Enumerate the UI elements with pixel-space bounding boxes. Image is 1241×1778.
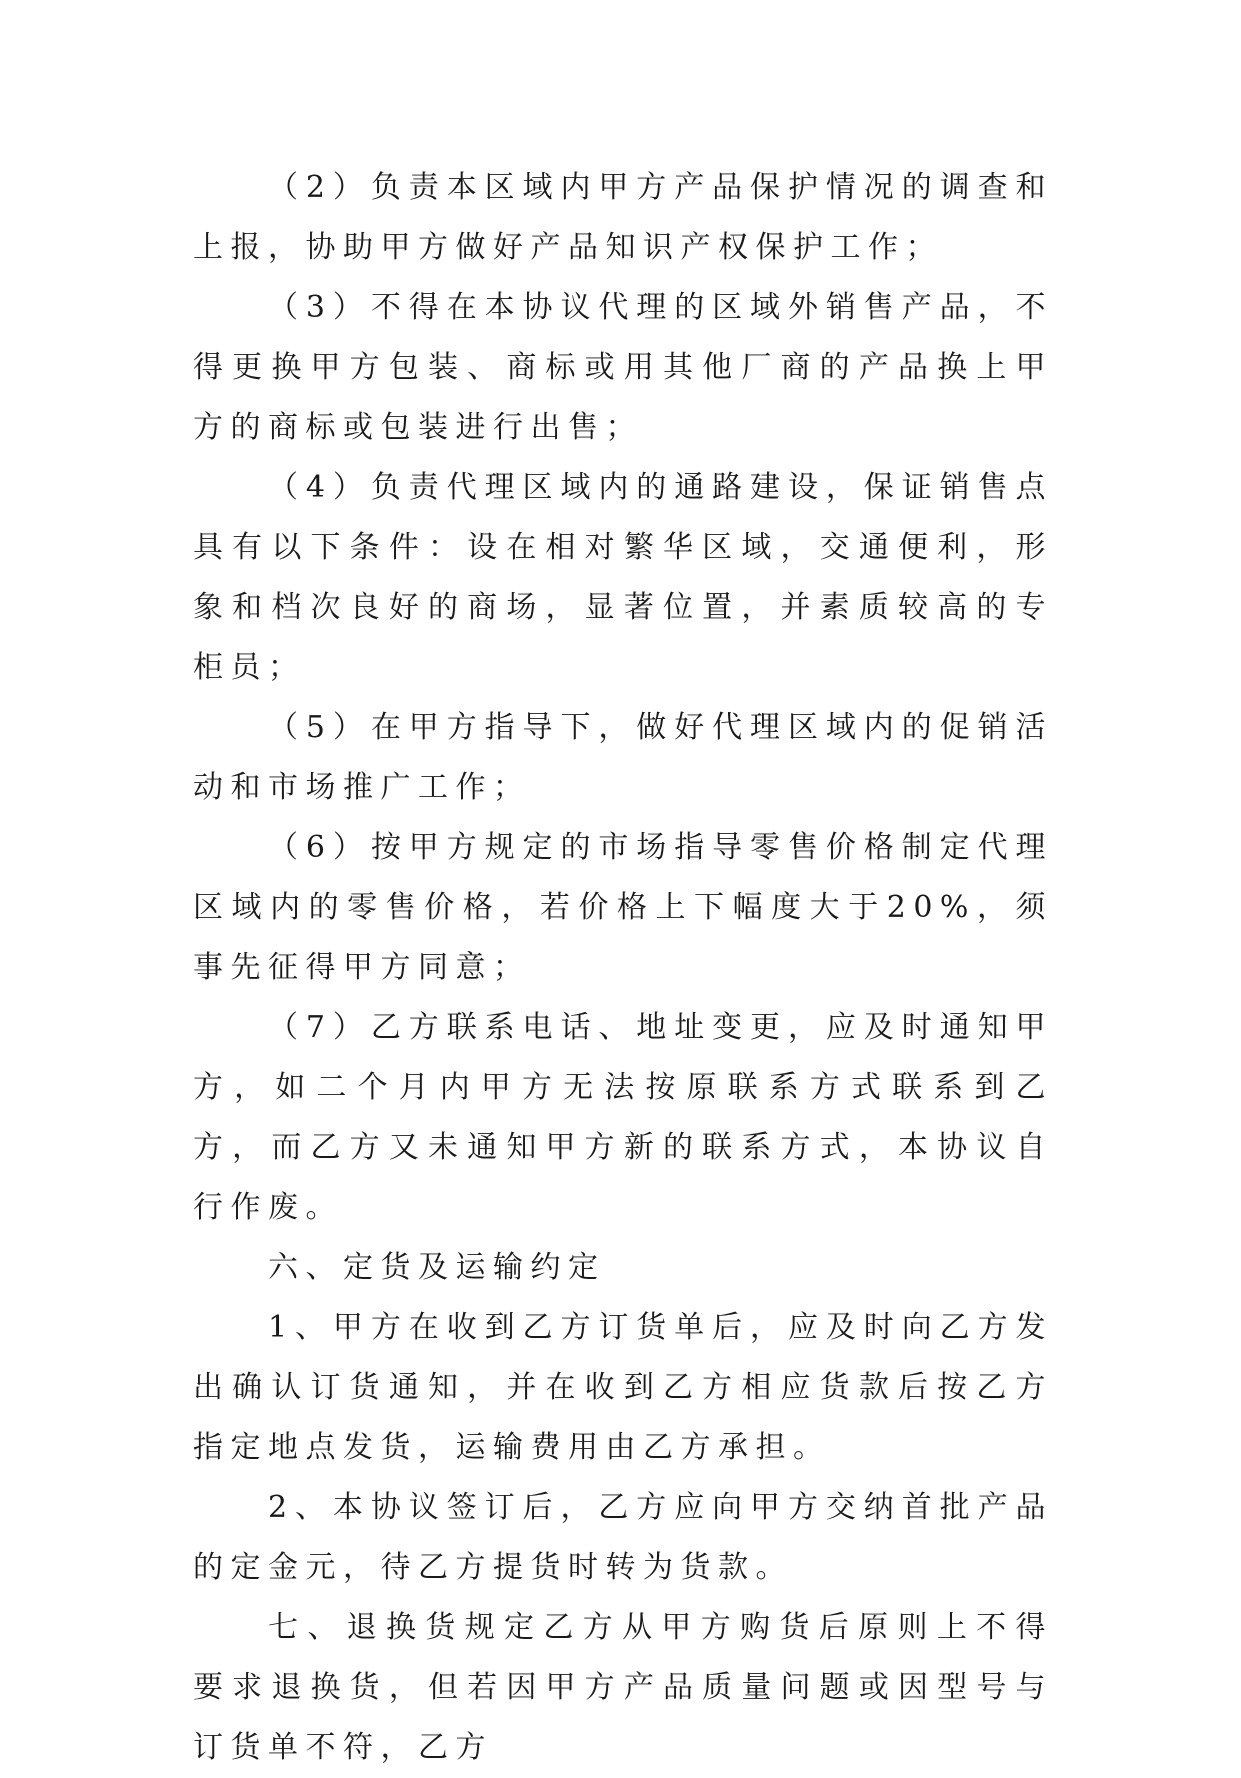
paragraph-clause-5: （5）在甲方指导下，做好代理区域内的促销活动和市场推广工作； xyxy=(193,710,1053,805)
paragraph-clause-7: （7）乙方联系电话、地址变更，应及时通知甲方，如二个月内甲方无法按原联系方式联系到乙方，而乙方又未通知甲方新的联系方式，本协议自行作废。 xyxy=(193,1010,1053,1225)
paragraph-returns: 七、退换货规定乙方从甲方购货后原则上不得要求退换货，但若因甲方产品质量问题或因型号与订货单不符，乙方 xyxy=(193,1610,1053,1765)
paragraph-ordering-1: 1、甲方在收到乙方订货单后，应及时向乙方发出确认订货通知，并在收到乙方相应货款后按乙方指定地点发货，运输费用由乙方承担。 xyxy=(193,1310,1053,1465)
paragraph-clause-3: （3）不得在本协议代理的区域外销售产品，不得更换甲方包装、商标或用其他厂商的产品换上甲方的商标或包装进行出售； xyxy=(193,290,1053,445)
paragraph-clause-4: （4）负责代理区域内的通路建设，保证销售点具有以下条件：设在相对繁华区域，交通便利，形象和档次良好的商场，显著位置，并素质较高的专柜员； xyxy=(193,470,1053,685)
paragraph-ordering-2: 2、本协议签订后，乙方应向甲方交纳首批产品的定金元，待乙方提货时转为货款。 xyxy=(193,1490,1053,1585)
paragraph-clause-2: （2）负责本区域内甲方产品保护情况的调查和上报，协助甲方做好产品知识产权保护工作； xyxy=(193,170,1053,265)
document-body xyxy=(193,158,1053,1778)
section-heading-ordering: 六、定货及运输约定 xyxy=(268,1250,606,1285)
paragraph-clause-6: （6）按甲方规定的市场指导零售价格制定代理区域内的零售价格，若价格上下幅度大于20%，须事先征得甲方同意； xyxy=(193,830,1053,985)
